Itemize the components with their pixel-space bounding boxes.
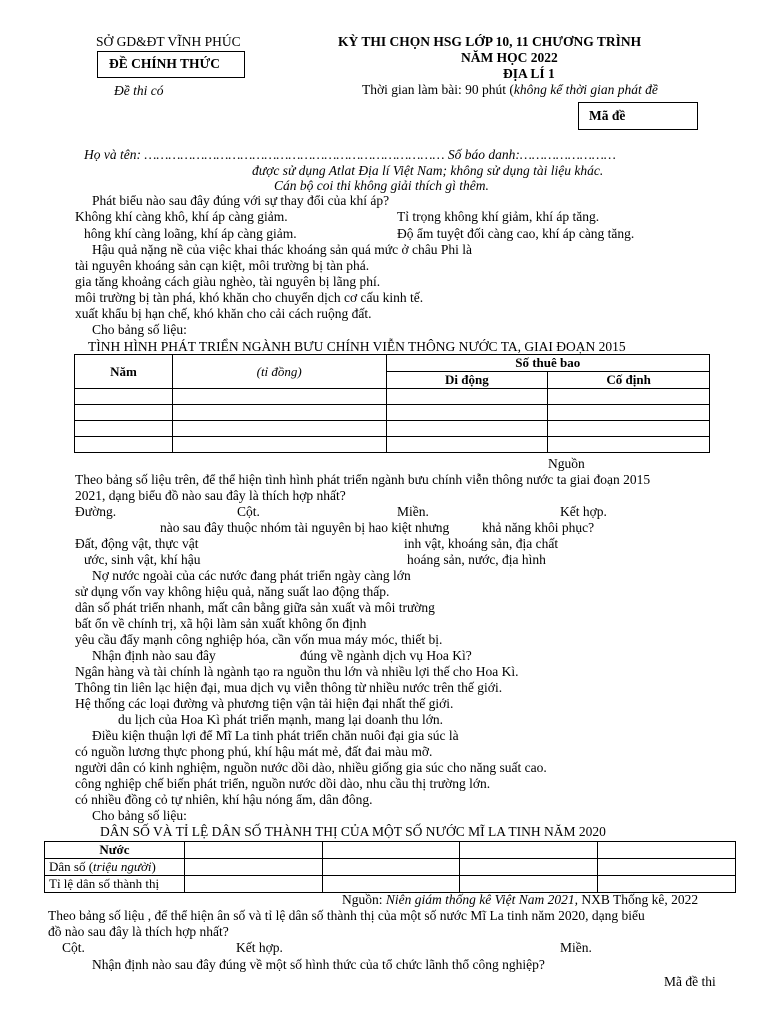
table-row — [75, 405, 710, 421]
q8-given: Cho bảng số liệu: — [92, 808, 187, 823]
q5-stem: Nợ nước ngoài của các nước đang phát triển ngày càng lớn — [92, 568, 411, 583]
q4-stem-a: nào sau đây thuộc nhóm tài nguyên bị hao kiệt nhưng — [160, 520, 450, 535]
q6-stem-a: Nhận định nào sau đây — [92, 648, 216, 663]
q8-option-a: Cột. — [62, 940, 85, 955]
q8-option-c: Miền. — [560, 940, 592, 955]
instruction-note-2: Cán bộ coi thi không giải thích gì thêm. — [274, 178, 489, 193]
q2-option-b: gia tăng khoảng cách giàu nghèo, tài nguyên bị lãng phí. — [75, 274, 381, 289]
table-row — [75, 437, 710, 453]
q6-option-b: Thông tin liên lạc hiện đại, mua dịch vụ viễn thông từ nhiều nước trên thế giới. — [75, 680, 503, 695]
q5-option-b: dân số phát triển nhanh, mất cân bằng giữa sản xuất và môi trường — [75, 600, 435, 615]
q6-option-a: Ngân hàng và tài chính là ngành tạo ra nguồn thu lớn và nhiều lợi thế cho Hoa Kì. — [75, 664, 519, 679]
col-fixed-header: Cố định — [548, 372, 710, 389]
q2-option-d: xuất khẩu bị hạn chế, khó khăn cho cải cách ruộng đất. — [75, 306, 372, 321]
q3-option-a: Đường. — [75, 504, 117, 519]
q3-option-b: Cột. — [237, 504, 260, 519]
col-revenue-header: (tỉ đồng) — [172, 355, 386, 389]
q2-option-c: môi trường bị tàn phá, khó khăn cho chuyển dịch cơ cấu kinh tế. — [75, 290, 424, 305]
footer-exam-code: Mã đề thi — [664, 974, 716, 989]
exam-title-2: NĂM HỌC 2022 — [461, 50, 558, 65]
q8-option-b: Kết hợp. — [236, 940, 283, 955]
q8-stem-1: Theo bảng số liệu , để thể hiện ân số và tỉ lệ dân số thành thị của một số nước Mĩ La tinh năm 2020, dạng biểu — [48, 908, 645, 923]
q3-option-d: Kết hợp. — [560, 504, 607, 519]
q3-source: Nguồn — [548, 456, 585, 471]
q6-option-d: du lịch của Hoa Kì phát triển mạnh, mang lại doanh thu lớn. — [118, 712, 444, 727]
q8-source: Nguồn: Niên giám thống kê Việt Nam 2021, NXB Thống kê, 2022 — [342, 892, 699, 907]
q7-option-d: có nhiều đồng cỏ tự nhiên, khí hậu nóng ẩm, dân đông. — [75, 792, 373, 807]
q1-stem: Phát biểu nào sau đây đúng với sự thay đổi của khí áp? — [92, 193, 390, 208]
q2-stem: Hậu quả nặng nề của việc khai thác khoáng sản quá mức ở châu Phi là — [92, 242, 472, 257]
q1-option-a: Không khí càng khô, khí áp càng giảm. — [75, 209, 288, 224]
table-row — [75, 389, 710, 405]
telecom-table — [74, 354, 710, 453]
instruction-note-1: được sử dụng Atlat Địa lí Việt Nam; không sử dụng tài liệu khác. — [252, 163, 604, 178]
q4-option-b: inh vật, khoáng sản, địa chất — [404, 536, 559, 551]
department-name: SỞ GD&ĐT VĨNH PHÚC — [96, 34, 241, 49]
q2-option-a: tài nguyên khoáng sản cạn kiệt, môi trường bị tàn phá. — [75, 258, 370, 273]
official-label: ĐỀ CHÍNH THỨC — [109, 56, 221, 71]
q3-given: Cho bảng số liệu: — [92, 322, 187, 337]
q3-table-title: TÌNH HÌNH PHÁT TRIỂN NGÀNH BƯU CHÍNH VIỄN THÔNG NƯỚC TA, GIAI ĐOẠN 2015 — [88, 339, 626, 354]
col-mobile-header: Di động — [386, 372, 548, 389]
q7-option-c: công nghiệp chế biến phát triển, nguồn nước dồi dào, nhu cầu thị trường lớn. — [75, 776, 491, 791]
col-year-header: Năm — [75, 355, 173, 389]
q1-option-c: hông khí càng loãng, khí áp càng giảm. — [84, 226, 297, 241]
q5-option-d: yêu cầu đẩy mạnh công nghiệp hóa, cần vốn mua máy móc, thiết bị. — [75, 632, 443, 647]
row-urban-label: Tỉ lệ dân số thành thị — [45, 876, 185, 893]
q4-stem-b: khả năng khôi phục? — [482, 520, 595, 535]
col-country-header: Nước — [45, 842, 185, 859]
q5-option-a: sử dụng vốn vay không hiệu quả, năng suất lao động thấp. — [75, 584, 390, 599]
q4-option-c: ước, sinh vật, khí hậu — [84, 552, 201, 567]
q8-table-title: DÂN SỐ VÀ TỈ LỆ DÂN SỐ THÀNH THỊ CỦA MỘT SỐ NƯỚC MĨ LA TINH NĂM 2020 — [100, 824, 606, 839]
pages-note: Đề thi có — [114, 83, 164, 98]
time-allowed: Thời gian làm bài: 90 phút (không kể thời gian phát đề — [362, 82, 658, 97]
exam-code-label: Mã đề — [589, 108, 626, 123]
q9-stem: Nhận định nào sau đây đúng về một số hình thức của tổ chức lãnh thổ công nghiệp? — [92, 957, 545, 972]
row-population-label: Dân số (triệu người) — [45, 859, 185, 876]
subject-title: ĐỊA LÍ 1 — [503, 66, 555, 81]
q3-stem-1: Theo bảng số liệu trên, để thể hiện tình hình phát triển ngành bưu chính viễn thông nước ta giai đoạn 2015 — [75, 472, 651, 487]
q5-option-c: bất ổn về chính trị, xã hội làm sản xuất không ổn định — [75, 616, 367, 631]
candidate-line: Họ và tên: ………………………………………………………………… Số báo danh:…………………… — [84, 147, 616, 162]
q1-option-b: Tỉ trọng không khí giảm, khí áp tăng. — [397, 209, 600, 224]
q1-option-d: Độ ẩm tuyệt đối càng cao, khí áp càng tăng. — [397, 226, 635, 241]
q6-stem-b: đúng về ngành dịch vụ Hoa Kì? — [300, 648, 472, 663]
q7-option-b: người dân có kinh nghiệm, nguồn nước dồi dào, nhiều giống gia súc cho năng suất cao. — [75, 760, 547, 775]
table-row — [45, 859, 736, 876]
q4-option-a: Đất, động vật, thực vật — [75, 536, 199, 551]
q4-option-d: hoáng sản, nước, địa hình — [407, 552, 546, 567]
col-subscribers-header: Số thuê bao — [386, 355, 710, 372]
exam-title-1: KỲ THI CHỌN HSG LỚP 10, 11 CHƯƠNG TRÌNH — [338, 34, 642, 49]
q7-option-a: có nguồn lương thực phong phú, khí hậu mát mẻ, đất đai màu mỡ. — [75, 744, 433, 759]
table-row — [75, 421, 710, 437]
latin-america-table — [44, 841, 736, 893]
q3-option-c: Miền. — [397, 504, 429, 519]
q7-stem: Điều kiện thuận lợi để Mĩ La tinh phát triển chăn nuôi đại gia súc là — [92, 728, 459, 743]
q6-option-c: Hệ thống các loại đường và phương tiện vận tải hiện đại nhất thế giới. — [75, 696, 454, 711]
q8-stem-2: đồ nào sau đây là thích hợp nhất? — [48, 924, 229, 939]
q3-stem-2: 2021, dạng biểu đồ nào sau đây là thích hợp nhất? — [75, 488, 346, 503]
table-row — [45, 876, 736, 893]
